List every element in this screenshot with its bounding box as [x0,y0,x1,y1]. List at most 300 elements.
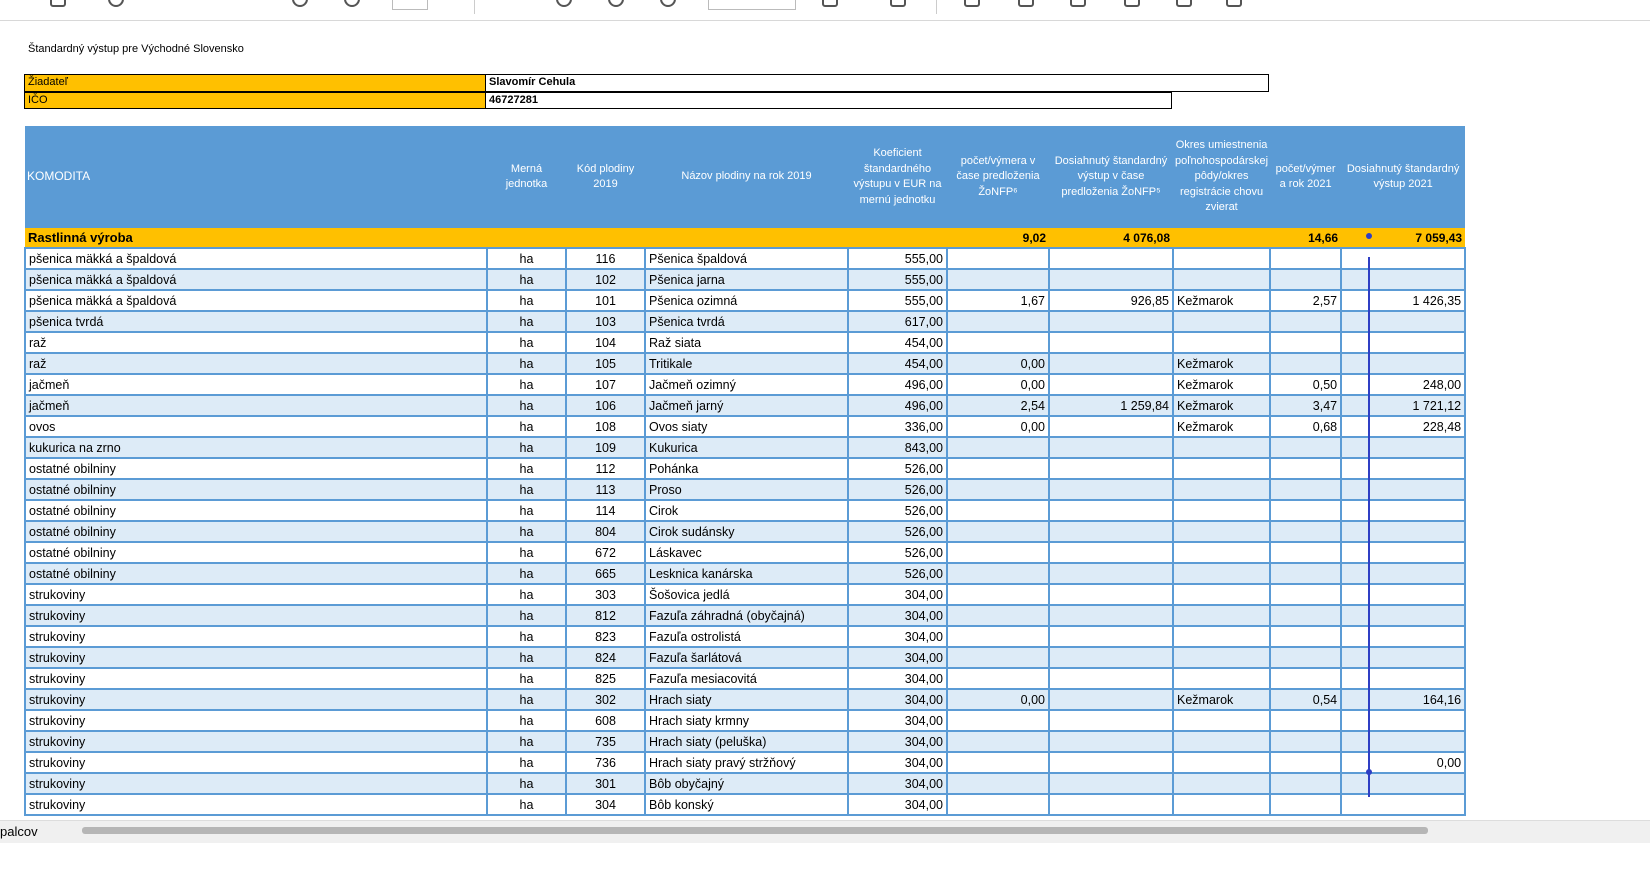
cell-unit[interactable]: ha [487,332,566,353]
cell-crop-name[interactable]: Proso [645,479,848,500]
cell-district[interactable] [1173,458,1270,479]
cell-output-znfp[interactable] [1049,647,1173,668]
cell-output-2021[interactable]: 1 426,35 [1341,290,1465,311]
cell-unit[interactable]: ha [487,500,566,521]
cell-crop-name[interactable]: Pohánka [645,458,848,479]
horizontal-scrollbar[interactable] [82,827,1428,834]
cell-district[interactable] [1173,605,1270,626]
cell-unit[interactable]: ha [487,752,566,773]
cell-code[interactable]: 101 [566,290,645,311]
cell-count-2021[interactable] [1270,479,1341,500]
cell-count-2021[interactable] [1270,458,1341,479]
cell-output-znfp[interactable] [1049,500,1173,521]
search-icon[interactable] [108,0,124,7]
tag-icon[interactable] [890,0,906,7]
cell-output-2021[interactable] [1341,248,1465,269]
cell-crop-name[interactable]: Láskavec [645,542,848,563]
cell-count-znfp[interactable]: 0,00 [947,416,1049,437]
cell-output-2021[interactable] [1341,269,1465,290]
cell-coefficient[interactable]: 526,00 [848,542,947,563]
cell-unit[interactable]: ha [487,794,566,815]
toolbar-separator [474,0,475,14]
cell-output-2021[interactable] [1341,437,1465,458]
cell-count-znfp[interactable]: 0,00 [947,689,1049,710]
cell-district[interactable] [1173,584,1270,605]
cell-count-znfp[interactable] [947,731,1049,752]
cell-count-2021[interactable] [1270,584,1341,605]
cell-district[interactable]: Kežmarok [1173,395,1270,416]
cell-code[interactable]: 107 [566,374,645,395]
cell-count-2021[interactable] [1270,794,1341,815]
cell-unit[interactable]: ha [487,731,566,752]
cell-output-2021[interactable] [1341,521,1465,542]
cell-code[interactable]: 672 [566,542,645,563]
cell-crop-name[interactable]: Šošovica jedlá [645,584,848,605]
column-marker-line[interactable] [1368,257,1370,797]
cell-coefficient[interactable]: 555,00 [848,248,947,269]
applicant-value: Slavomír Cehula [485,74,1269,92]
cell-komodita[interactable]: kukurica na zrno [25,437,487,458]
cell-count-znfp[interactable]: 0,00 [947,374,1049,395]
cell-crop-name[interactable]: Fazuľa záhradná (obyčajná) [645,605,848,626]
cell-komodita[interactable]: ostatné obilniny [25,563,487,584]
cell-unit[interactable]: ha [487,584,566,605]
cell-output-2021[interactable] [1341,311,1465,332]
cell-unit[interactable]: ha [487,689,566,710]
cell-district[interactable] [1173,479,1270,500]
cell-code[interactable]: 302 [566,689,645,710]
cell-komodita[interactable]: strukoviny [25,794,487,815]
cell-coefficient[interactable]: 454,00 [848,332,947,353]
save-icon[interactable] [50,0,66,7]
cell-crop-name[interactable]: Fazuľa mesiacovitá [645,668,848,689]
cell-count-2021[interactable] [1270,269,1341,290]
cell-crop-name[interactable]: Pšenica ozimná [645,290,848,311]
cell-count-znfp[interactable] [947,332,1049,353]
cell-komodita[interactable]: ostatné obilniny [25,521,487,542]
cell-district[interactable] [1173,332,1270,353]
cell-crop-name[interactable]: Hrach siaty krmny [645,710,848,731]
cell-count-2021[interactable]: 0,54 [1270,689,1341,710]
cell-count-znfp[interactable] [947,479,1049,500]
cell-count-znfp[interactable] [947,752,1049,773]
cell-district[interactable]: Kežmarok [1173,290,1270,311]
cell-output-znfp[interactable] [1049,521,1173,542]
cell-output-znfp[interactable] [1049,710,1173,731]
cell-coefficient[interactable]: 617,00 [848,311,947,332]
cell-output-znfp[interactable] [1049,605,1173,626]
cell-output-2021[interactable] [1341,731,1465,752]
cell-komodita[interactable]: jačmeň [25,395,487,416]
cell-unit[interactable]: ha [487,521,566,542]
cell-district[interactable]: Kežmarok [1173,353,1270,374]
cell-coefficient[interactable]: 555,00 [848,269,947,290]
cell-output-znfp[interactable] [1049,689,1173,710]
cell-count-znfp[interactable] [947,458,1049,479]
comment-icon[interactable] [1070,0,1086,7]
cell-output-znfp[interactable]: 1 259,84 [1049,395,1173,416]
marker-handle-top[interactable] [1366,233,1372,239]
cell-output-2021[interactable] [1341,479,1465,500]
cell-crop-name[interactable]: Raž siata [645,332,848,353]
cell-komodita[interactable]: strukoviny [25,626,487,647]
cell-district[interactable] [1173,248,1270,269]
cell-district[interactable]: Kežmarok [1173,416,1270,437]
cell-unit[interactable]: ha [487,458,566,479]
cell-count-znfp[interactable]: 1,67 [947,290,1049,311]
cell-output-znfp[interactable] [1049,752,1173,773]
cell-unit[interactable]: ha [487,290,566,311]
cell-district[interactable] [1173,731,1270,752]
cell-count-2021[interactable]: 3,47 [1270,395,1341,416]
cell-crop-name[interactable]: Hrach siaty pravý stržňový [645,752,848,773]
cell-komodita[interactable]: ovos [25,416,487,437]
cell-komodita[interactable]: pšenica tvrdá [25,311,487,332]
cell-coefficient[interactable]: 526,00 [848,521,947,542]
cell-komodita[interactable]: strukoviny [25,731,487,752]
cell-unit[interactable]: ha [487,773,566,794]
cell-output-znfp[interactable] [1049,668,1173,689]
cell-count-2021[interactable] [1270,731,1341,752]
cell-komodita[interactable]: raž [25,353,487,374]
cell-output-2021[interactable] [1341,605,1465,626]
cell-code[interactable]: 109 [566,437,645,458]
cell-crop-name[interactable]: Hrach siaty (peluška) [645,731,848,752]
cell-coefficient[interactable]: 304,00 [848,794,947,815]
zoom-out-icon[interactable] [556,0,572,7]
cell-count-2021[interactable] [1270,626,1341,647]
cell-coefficient[interactable]: 304,00 [848,584,947,605]
cell-code[interactable]: 102 [566,269,645,290]
cell-crop-name[interactable]: Jačmeň jarný [645,395,848,416]
cell-unit[interactable]: ha [487,626,566,647]
cell-district[interactable] [1173,437,1270,458]
cell-unit[interactable]: ha [487,437,566,458]
cell-coefficient[interactable]: 304,00 [848,773,947,794]
cell-count-znfp[interactable] [947,311,1049,332]
cell-code[interactable]: 106 [566,395,645,416]
cell-output-2021[interactable] [1341,584,1465,605]
cell-komodita[interactable]: raž [25,332,487,353]
cell-komodita[interactable]: strukoviny [25,752,487,773]
cell-unit[interactable]: ha [487,647,566,668]
cell-count-2021[interactable] [1270,437,1341,458]
cell-unit[interactable]: ha [487,479,566,500]
next-icon[interactable] [344,0,360,7]
cell-output-znfp[interactable] [1049,269,1173,290]
cell-output-2021[interactable] [1341,794,1465,815]
cell-district[interactable] [1173,542,1270,563]
cell-output-znfp[interactable] [1049,332,1173,353]
cell-crop-name[interactable]: Bôb obyčajný [645,773,848,794]
cell-code[interactable]: 736 [566,752,645,773]
cell-komodita[interactable]: ostatné obilniny [25,500,487,521]
cell-unit[interactable]: ha [487,374,566,395]
zoom-field[interactable] [708,0,796,10]
cell-code[interactable]: 116 [566,248,645,269]
cell-output-znfp[interactable] [1049,584,1173,605]
sign-icon[interactable] [1124,0,1140,7]
cell-output-2021[interactable] [1341,710,1465,731]
cell-district[interactable] [1173,521,1270,542]
cell-komodita[interactable]: pšenica mäkká a špaldová [25,269,487,290]
cell-crop-name[interactable]: Tritikale [645,353,848,374]
cell-code[interactable]: 825 [566,668,645,689]
cell-output-znfp[interactable] [1049,479,1173,500]
cell-count-2021[interactable] [1270,668,1341,689]
cell-count-2021[interactable] [1270,563,1341,584]
previous-icon[interactable] [292,0,308,7]
cell-komodita[interactable]: pšenica mäkká a špaldová [25,248,487,269]
cell-komodita[interactable]: strukoviny [25,647,487,668]
cell-count-2021[interactable] [1270,353,1341,374]
cell-count-2021[interactable]: 2,57 [1270,290,1341,311]
table-row [25,416,1465,437]
cell-crop-name[interactable]: Fazuľa šarlátová [645,647,848,668]
cell-crop-name[interactable]: Ovos siaty [645,416,848,437]
cell-output-2021[interactable] [1341,458,1465,479]
table-row [25,290,1465,311]
cell-output-2021[interactable] [1341,353,1465,374]
cell-unit[interactable]: ha [487,269,566,290]
col-header-count-znfp: počet/výmera v čase predloženia ŽoNFP⁶ [947,126,1049,228]
cell-output-2021[interactable] [1341,332,1465,353]
cell-output-2021[interactable]: 164,16 [1341,689,1465,710]
play-icon[interactable] [964,0,980,7]
print-icon[interactable] [1176,0,1192,7]
cell-count-znfp[interactable] [947,647,1049,668]
cell-coefficient[interactable]: 555,00 [848,290,947,311]
cell-komodita[interactable]: ostatné obilniny [25,479,487,500]
cell-code[interactable]: 108 [566,416,645,437]
cell-komodita[interactable]: strukoviny [25,773,487,794]
cell-coefficient[interactable]: 843,00 [848,437,947,458]
zoom-reset-icon[interactable] [660,0,676,7]
cell-code[interactable]: 823 [566,626,645,647]
cell-output-2021[interactable] [1341,500,1465,521]
cell-output-znfp[interactable] [1049,416,1173,437]
cell-komodita[interactable]: pšenica mäkká a špaldová [25,290,487,311]
cell-output-2021[interactable]: 228,48 [1341,416,1465,437]
page-field[interactable] [392,0,428,10]
cell-district[interactable] [1173,626,1270,647]
cell-code[interactable]: 303 [566,584,645,605]
cell-code[interactable]: 103 [566,311,645,332]
cell-output-2021[interactable] [1341,647,1465,668]
cell-output-2021[interactable] [1341,542,1465,563]
cell-code[interactable]: 735 [566,731,645,752]
cell-output-2021[interactable]: 248,00 [1341,374,1465,395]
cell-count-znfp[interactable] [947,542,1049,563]
cell-coefficient[interactable]: 304,00 [848,647,947,668]
cell-output-znfp[interactable] [1049,773,1173,794]
cell-code[interactable]: 105 [566,353,645,374]
cell-district[interactable] [1173,752,1270,773]
cell-count-znfp[interactable]: 2,54 [947,395,1049,416]
cell-count-2021[interactable] [1270,332,1341,353]
cell-output-2021[interactable] [1341,668,1465,689]
cell-unit[interactable]: ha [487,563,566,584]
table-row [25,248,1465,269]
cell-coefficient[interactable]: 454,00 [848,353,947,374]
cell-coefficient[interactable]: 304,00 [848,626,947,647]
cell-count-znfp[interactable] [947,710,1049,731]
cell-count-2021[interactable] [1270,773,1341,794]
cell-count-2021[interactable] [1270,605,1341,626]
fit-width-icon[interactable] [822,0,838,7]
cell-count-znfp[interactable] [947,437,1049,458]
cell-code[interactable]: 113 [566,479,645,500]
cell-coefficient[interactable]: 526,00 [848,458,947,479]
cell-coefficient[interactable]: 336,00 [848,416,947,437]
cell-district[interactable] [1173,794,1270,815]
cell-count-znfp[interactable] [947,773,1049,794]
cell-crop-name[interactable]: Jačmeň ozimný [645,374,848,395]
cell-code[interactable]: 608 [566,710,645,731]
cell-coefficient[interactable]: 304,00 [848,710,947,731]
cell-komodita[interactable]: strukoviny [25,710,487,731]
cell-crop-name[interactable]: Cirok sudánsky [645,521,848,542]
cell-unit[interactable]: ha [487,395,566,416]
cell-count-znfp[interactable] [947,248,1049,269]
cell-output-znfp[interactable] [1049,794,1173,815]
cell-crop-name[interactable]: Hrach siaty [645,689,848,710]
cell-unit[interactable]: ha [487,710,566,731]
cell-code[interactable]: 112 [566,458,645,479]
cell-count-2021[interactable] [1270,710,1341,731]
cell-district[interactable] [1173,710,1270,731]
cell-output-znfp[interactable] [1049,374,1173,395]
cell-coefficient[interactable]: 304,00 [848,605,947,626]
cell-district[interactable] [1173,269,1270,290]
cell-count-2021[interactable] [1270,500,1341,521]
cell-komodita[interactable]: ostatné obilniny [25,458,487,479]
cell-output-znfp[interactable] [1049,563,1173,584]
cell-crop-name[interactable]: Pšenica jarna [645,269,848,290]
cell-unit[interactable]: ha [487,311,566,332]
cell-output-znfp[interactable] [1049,731,1173,752]
cell-count-2021[interactable] [1270,647,1341,668]
cell-count-znfp[interactable] [947,794,1049,815]
cell-count-2021[interactable] [1270,542,1341,563]
cell-output-2021[interactable] [1341,626,1465,647]
cell-count-znfp[interactable] [947,521,1049,542]
cell-code[interactable]: 104 [566,332,645,353]
cell-crop-name[interactable]: Lesknica kanárska [645,563,848,584]
cell-komodita[interactable]: strukoviny [25,668,487,689]
cell-district[interactable] [1173,647,1270,668]
cell-output-znfp[interactable] [1049,458,1173,479]
applicant-label: Žiadateľ [24,74,486,92]
cell-count-znfp[interactable]: 0,00 [947,353,1049,374]
cell-output-znfp[interactable] [1049,353,1173,374]
cell-crop-name[interactable]: Fazuľa ostrolistá [645,626,848,647]
cell-district[interactable] [1173,500,1270,521]
cell-coefficient[interactable]: 496,00 [848,374,947,395]
cell-output-2021[interactable] [1341,563,1465,584]
cell-district[interactable] [1173,668,1270,689]
cell-unit[interactable]: ha [487,248,566,269]
cell-code[interactable]: 804 [566,521,645,542]
cell-coefficient[interactable]: 304,00 [848,668,947,689]
cell-crop-name[interactable]: Kukurica [645,437,848,458]
cell-count-znfp[interactable] [947,668,1049,689]
cell-coefficient[interactable]: 526,00 [848,479,947,500]
cell-unit[interactable]: ha [487,542,566,563]
marker-handle-bottom[interactable] [1366,769,1372,775]
cell-unit[interactable]: ha [487,668,566,689]
cell-count-2021[interactable] [1270,521,1341,542]
table-header [25,126,1465,228]
cell-code[interactable]: 812 [566,605,645,626]
cell-code[interactable]: 114 [566,500,645,521]
cell-coefficient[interactable]: 496,00 [848,395,947,416]
cell-count-2021[interactable]: 0,68 [1270,416,1341,437]
cell-output-znfp[interactable] [1049,311,1173,332]
cell-output-2021[interactable]: 0,00 [1341,752,1465,773]
cell-output-2021[interactable] [1341,773,1465,794]
cell-output-znfp[interactable] [1049,542,1173,563]
cell-count-znfp[interactable] [947,563,1049,584]
cell-count-znfp[interactable] [947,500,1049,521]
cell-count-2021[interactable] [1270,311,1341,332]
cell-crop-name[interactable]: Pšenica špaldová [645,248,848,269]
cell-output-znfp[interactable] [1049,248,1173,269]
cell-coefficient[interactable]: 526,00 [848,500,947,521]
cell-coefficient[interactable]: 304,00 [848,731,947,752]
cell-komodita[interactable]: strukoviny [25,584,487,605]
cell-output-znfp[interactable] [1049,437,1173,458]
cell-district[interactable]: Kežmarok [1173,374,1270,395]
cell-district[interactable]: Kežmarok [1173,689,1270,710]
cell-komodita[interactable]: strukoviny [25,689,487,710]
highlight-icon[interactable] [1018,0,1034,7]
cell-unit[interactable]: ha [487,353,566,374]
cell-count-znfp[interactable] [947,605,1049,626]
cell-district[interactable] [1173,773,1270,794]
cell-code[interactable]: 304 [566,794,645,815]
cell-coefficient[interactable]: 304,00 [848,752,947,773]
cell-count-znfp[interactable] [947,269,1049,290]
cell-code[interactable]: 301 [566,773,645,794]
cell-unit[interactable]: ha [487,416,566,437]
cell-code[interactable]: 665 [566,563,645,584]
cell-code[interactable]: 824 [566,647,645,668]
cell-output-znfp[interactable] [1049,626,1173,647]
cell-district[interactable] [1173,311,1270,332]
cell-komodita[interactable]: strukoviny [25,605,487,626]
cell-count-2021[interactable] [1270,248,1341,269]
cell-crop-name[interactable]: Cirok [645,500,848,521]
cell-crop-name[interactable]: Bôb konský [645,794,848,815]
cell-unit[interactable]: ha [487,605,566,626]
cell-coefficient[interactable]: 304,00 [848,689,947,710]
table-row [25,479,1465,500]
cell-coefficient[interactable]: 526,00 [848,563,947,584]
zoom-in-icon[interactable] [608,0,624,7]
cell-district[interactable] [1173,563,1270,584]
cell-komodita[interactable]: jačmeň [25,374,487,395]
cell-komodita[interactable]: ostatné obilniny [25,542,487,563]
cell-output-znfp[interactable]: 926,85 [1049,290,1173,311]
cell-count-znfp[interactable] [947,626,1049,647]
cell-count-znfp[interactable] [947,584,1049,605]
cell-crop-name[interactable]: Pšenica tvrdá [645,311,848,332]
share-icon[interactable] [1226,0,1242,7]
cell-count-2021[interactable] [1270,752,1341,773]
cell-count-2021[interactable]: 0,50 [1270,374,1341,395]
cell-output-2021[interactable]: 1 721,12 [1341,395,1465,416]
